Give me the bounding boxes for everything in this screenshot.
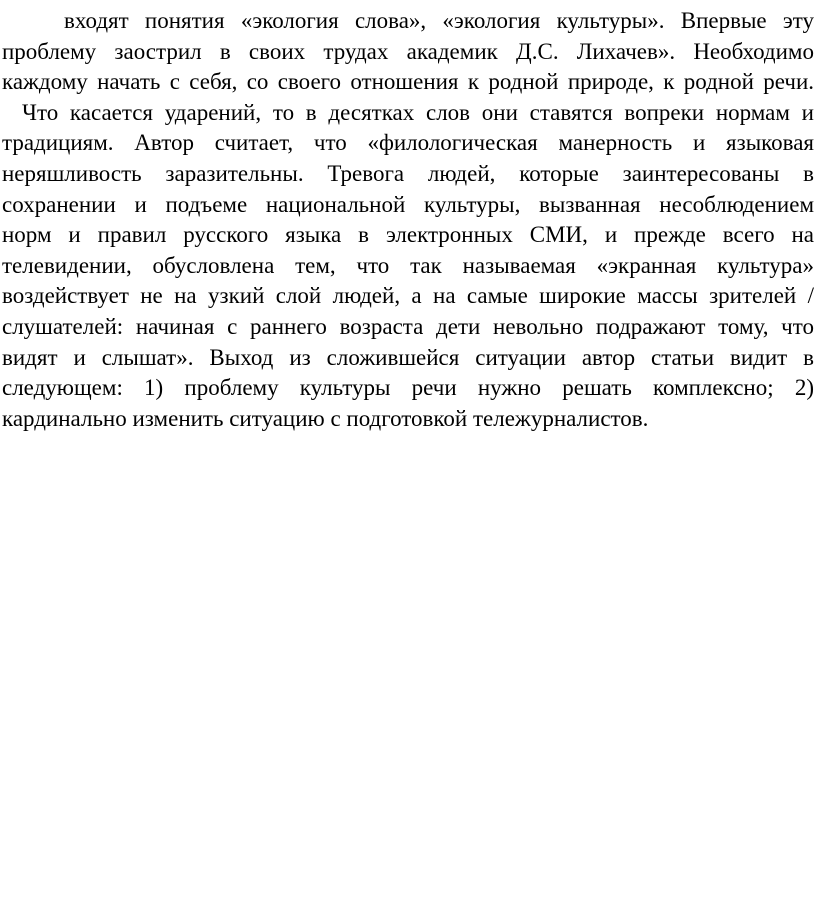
text-line-5: традициям. Автор считает, что «филологическая манерность и языковая	[2, 130, 814, 156]
text-line-7: сохранении и подъеме национальной культуры, вызванная несоблюдением	[2, 191, 814, 217]
text-line-12: видят и слышат». Выход из сложившейся ситуации автор статьи видит в	[2, 344, 814, 370]
text-line-4: Что касается ударений, то в десятках слов они ставятся вопреки нормам и	[22, 99, 814, 125]
text-line-3: каждому начать с себя, со своего отношения к родной природе, к родной речи.	[2, 69, 814, 95]
text-line-9: телевидении, обусловлена тем, что так называемая «экранная культура»	[2, 252, 814, 278]
text-line-2: проблему заострил в своих трудах академик Д.С. Лихачев». Необходимо	[2, 38, 814, 64]
text-line-10: воздействует не на узкий слой людей, а на самые широкие массы зрителей /	[2, 283, 814, 309]
body-text	[2, 6, 814, 434]
text-line-1: входят понятия «экология слова», «экология культуры». Впервые эту	[64, 8, 814, 33]
text-line-11: слушателей: начиная с раннего возраста дети невольно подражают тому, что	[2, 313, 814, 339]
text-line-8: норм и правил русского языка в электронных СМИ, и прежде всего на	[2, 222, 814, 248]
text-line-14: кардинально изменить ситуацию с подготовкой тележурналистов.	[2, 405, 649, 431]
text-line-13: следующем: 1) проблему культуры речи нужно решать комплексно; 2)	[2, 375, 814, 401]
text-line-6: неряшливость заразительны. Тревога людей, которые заинтересованы в	[2, 160, 814, 186]
